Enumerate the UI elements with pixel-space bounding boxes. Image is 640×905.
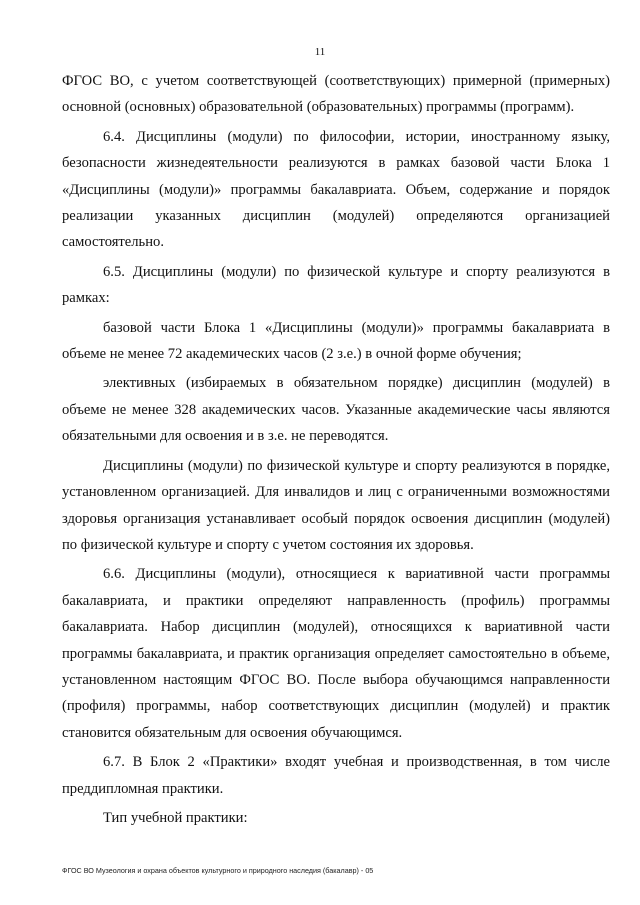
paragraph-pe-order: Дисциплины (модули) по физической культуре и спорту реализуются в порядке, установленном организацией. Для инвалидов и лиц с ограниченными возможностями здоровья организация устанавливает особый порядок освоения дисциплин (модулей) по физической культуре и спорту с учетом состояния их здоровья. xyxy=(62,457,610,553)
paragraph-6-4: 6.4. Дисциплины (модули) по философии, истории, иностранному языку, безопасности жизнедеятельности реализуются в рамках базовой части Блока 1 «Дисциплины (модули)» программы бакалавриата. Объем, содержание и порядок реализации указанных дисциплин (модулей) определяются организацией самостоятельно. xyxy=(62,128,610,251)
paragraph-basic-part: базовой части Блока 1 «Дисциплины (модули)» программы бакалавриата в объеме не менее 72 академических часов (2 з.е.) в очной форме обучения; xyxy=(62,319,610,363)
paragraph-practice-type: Тип учебной практики: xyxy=(103,809,248,826)
document-body xyxy=(62,68,610,831)
page-number: 11 xyxy=(314,46,326,58)
paragraph-6-5: 6.5. Дисциплины (модули) по физической культуре и спорту реализуются в рамках: xyxy=(62,263,610,307)
paragraph-elective: элективных (избираемых в обязательном порядке) дисциплин (модулей) в объеме не менее 328 академических часов. Указанные академические часы являются обязательными для освоения и в з.е. не переводятся. xyxy=(62,375,610,445)
paragraph-6-6: 6.6. Дисциплины (модули), относящиеся к вариативной части программы бакалавриата, и практики определяют направленность (профиль) программы бакалавриата. Набор дисциплин (модулей), относящихся к вариативной части программы бакалавриата, и практик организация определяет самостоятельно в объеме, установленном настоящим ФГОС ВО. После выбора обучающимся направленности (профиля) программы, набор соответствующих дисциплин (модулей) и практик становится обязательным для освоения обучающимся. xyxy=(62,566,610,741)
page-footer: ФГОС ВО Музеология и охрана объектов культурного и природного наследия (бакалавр) - 05 xyxy=(62,866,374,875)
paragraph-6-7: 6.7. В Блок 2 «Практики» входят учебная и производственная, в том числе преддипломная практики. xyxy=(62,754,610,797)
paragraph-continuation: ФГОС ВО, с учетом соответствующей (соответствующих) примерной (примерных) основной (основных) образовательной (образовательных) программы (программ). xyxy=(62,73,610,116)
